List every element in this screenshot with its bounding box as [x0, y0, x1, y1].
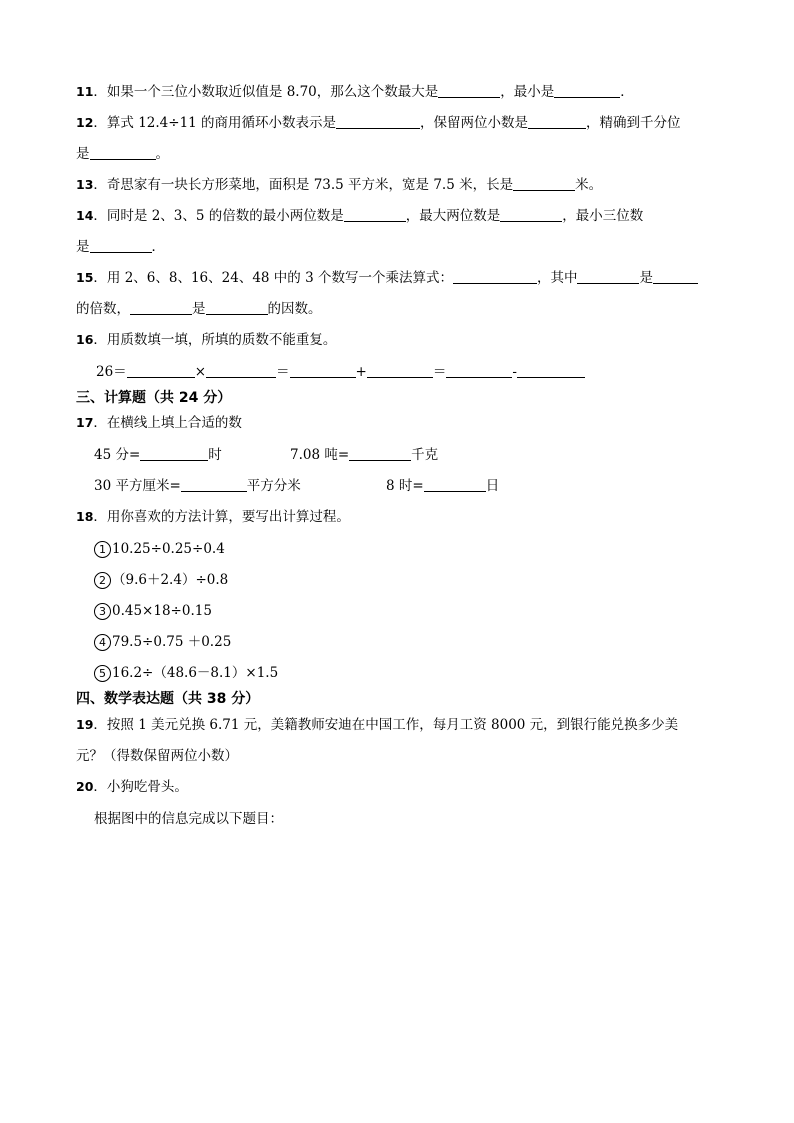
- answer-blank[interactable]: [577, 269, 639, 284]
- conversion-text: 8 时=: [386, 478, 424, 494]
- question-17-row-2b: [386, 477, 499, 495]
- question-18: [76, 508, 350, 526]
- conversion-unit: 千克: [411, 447, 439, 463]
- calc-item: [94, 571, 228, 589]
- question-text: ．如果一个三位小数取近似值是 8.70，那么这个数最大是: [93, 84, 439, 100]
- answer-blank[interactable]: [90, 238, 152, 253]
- answer-blank[interactable]: [367, 363, 433, 378]
- answer-blank[interactable]: [206, 363, 276, 378]
- question-text: ．用质数填一填，所填的质数不能重复。: [93, 332, 337, 348]
- calc-item: [94, 664, 278, 682]
- question-number: 16: [76, 332, 94, 347]
- item-number: 3: [94, 603, 111, 620]
- question-text: ．用你喜欢的方法计算，要写出计算过程。: [93, 509, 350, 525]
- answer-blank[interactable]: [424, 477, 486, 492]
- question-number: 20: [76, 779, 94, 794]
- conversion-text: 30 平方厘米=: [94, 478, 181, 494]
- question-text: ．: [620, 84, 634, 100]
- answer-blank[interactable]: [453, 269, 537, 284]
- item-number: 4: [94, 634, 111, 651]
- conversion-text: 45 分=: [94, 447, 141, 463]
- question-text: ．同时是 2、3、5 的倍数的最小两位数是: [93, 208, 344, 224]
- answer-blank[interactable]: [90, 145, 156, 160]
- question-17: [76, 414, 242, 432]
- question-text: ，其中: [536, 270, 578, 286]
- question-19-cont: [76, 747, 238, 765]
- question-text: 是: [76, 146, 90, 162]
- question-12-cont: [76, 145, 169, 163]
- conversion-unit: 平方分米: [246, 478, 301, 494]
- question-text: 根据图中的信息完成以下题目：: [94, 811, 283, 827]
- question-text: 米。: [575, 177, 603, 193]
- answer-blank[interactable]: [513, 176, 575, 191]
- question-text: ．奇思家有一块长方形菜地，面积是 73.5 平方米，宽是 7.5 米，长是: [93, 177, 514, 193]
- question-text: 是: [639, 270, 653, 286]
- item-number: 2: [94, 572, 111, 589]
- question-text: 元？（得数保留两位小数）: [76, 748, 238, 764]
- question-text: 。: [155, 146, 169, 162]
- answer-blank[interactable]: [349, 446, 411, 461]
- answer-blank[interactable]: [517, 363, 585, 378]
- answer-blank[interactable]: [344, 207, 406, 222]
- question-19: [76, 716, 678, 734]
- question-number: 17: [76, 415, 94, 430]
- question-16: [76, 331, 336, 349]
- calc-item: [94, 602, 212, 620]
- question-text: ，最大两位数是: [405, 208, 501, 224]
- equation-operator: -: [512, 364, 517, 380]
- equation-operator: ＝: [276, 364, 290, 380]
- question-number: 19: [76, 717, 94, 732]
- answer-blank[interactable]: [127, 363, 195, 378]
- question-text: 是: [192, 301, 206, 317]
- conversion-text: 7.08 吨=: [290, 447, 350, 463]
- question-text: ，保留两位小数是: [420, 115, 529, 131]
- answer-blank[interactable]: [130, 300, 192, 315]
- question-number: 14: [76, 208, 94, 223]
- answer-blank[interactable]: [140, 446, 208, 461]
- question-text: ．在横线上填上合适的数: [93, 415, 242, 431]
- calc-expression: 0.45×18÷0.15: [112, 603, 212, 619]
- question-16-equation: [96, 363, 585, 381]
- question-13: [76, 176, 602, 194]
- answer-blank[interactable]: [500, 207, 562, 222]
- answer-blank[interactable]: [181, 477, 247, 492]
- answer-blank[interactable]: [446, 363, 512, 378]
- question-text: ．小狗吃骨头。: [93, 779, 188, 795]
- question-text: 的因数。: [267, 301, 322, 317]
- question-17-row-2: [94, 477, 301, 495]
- equation-text: 26＝: [96, 364, 127, 380]
- item-number: 1: [94, 541, 111, 558]
- answer-blank[interactable]: [438, 83, 500, 98]
- question-text: 的倍数，: [76, 301, 130, 317]
- answer-blank[interactable]: [290, 363, 356, 378]
- question-20: [76, 778, 188, 796]
- calc-expression: 79.5÷0.75 ＋0.25: [112, 634, 232, 650]
- section-heading-4: 四、数学表达题（共 38 分）: [76, 691, 260, 707]
- question-number: 18: [76, 509, 94, 524]
- question-14: [76, 207, 643, 225]
- question-11: [76, 83, 634, 101]
- question-17-row-1b: [290, 446, 438, 464]
- question-text: ，精确到千分位: [586, 115, 681, 131]
- equation-operator: +: [355, 364, 367, 380]
- answer-blank[interactable]: [206, 300, 268, 315]
- item-number: 5: [94, 665, 111, 682]
- question-number: 13: [76, 177, 94, 192]
- calc-expression: （9.6＋2.4）÷0.8: [112, 572, 229, 588]
- question-number: 11: [76, 84, 94, 99]
- question-text: ．用 2、6、8、16、24、48 中的 3 个数写一个乘法算式：: [93, 270, 453, 286]
- question-15-cont: [76, 300, 322, 318]
- conversion-unit: 日: [485, 478, 500, 494]
- question-text: ，最小是: [500, 84, 555, 100]
- question-text: ．算式 12.4÷11 的商用循环小数表示是: [93, 115, 337, 131]
- calc-item: [94, 633, 231, 651]
- question-number: 15: [76, 270, 94, 285]
- section-heading-3: 三、计算题（共 24 分）: [76, 390, 232, 406]
- question-text: 是: [76, 239, 90, 255]
- conversion-unit: 时: [208, 447, 222, 463]
- answer-blank[interactable]: [336, 114, 420, 129]
- question-14-cont: [76, 238, 165, 256]
- question-20-instruction: [94, 810, 283, 828]
- question-number: 12: [76, 115, 94, 130]
- question-text: ．按照 1 美元兑换 6.71 元，美籍教师安迪在中国工作，每月工资 8000 元，到银行能兑换多少美: [93, 717, 679, 733]
- question-text: ，最小三位数: [562, 208, 644, 224]
- question-12: [76, 114, 681, 132]
- calc-expression: 16.2÷（48.6－8.1）×1.5: [112, 665, 279, 681]
- question-15: [76, 269, 698, 287]
- question-text: ．: [151, 239, 165, 255]
- answer-blank[interactable]: [653, 269, 698, 284]
- equation-operator: ×: [194, 364, 206, 380]
- answer-blank[interactable]: [528, 114, 586, 129]
- calc-expression: 10.25÷0.25÷0.4: [112, 541, 225, 557]
- answer-blank[interactable]: [554, 83, 620, 98]
- calc-item: [94, 540, 225, 558]
- equation-operator: ＝: [432, 364, 447, 380]
- question-17-row-1: [94, 446, 222, 464]
